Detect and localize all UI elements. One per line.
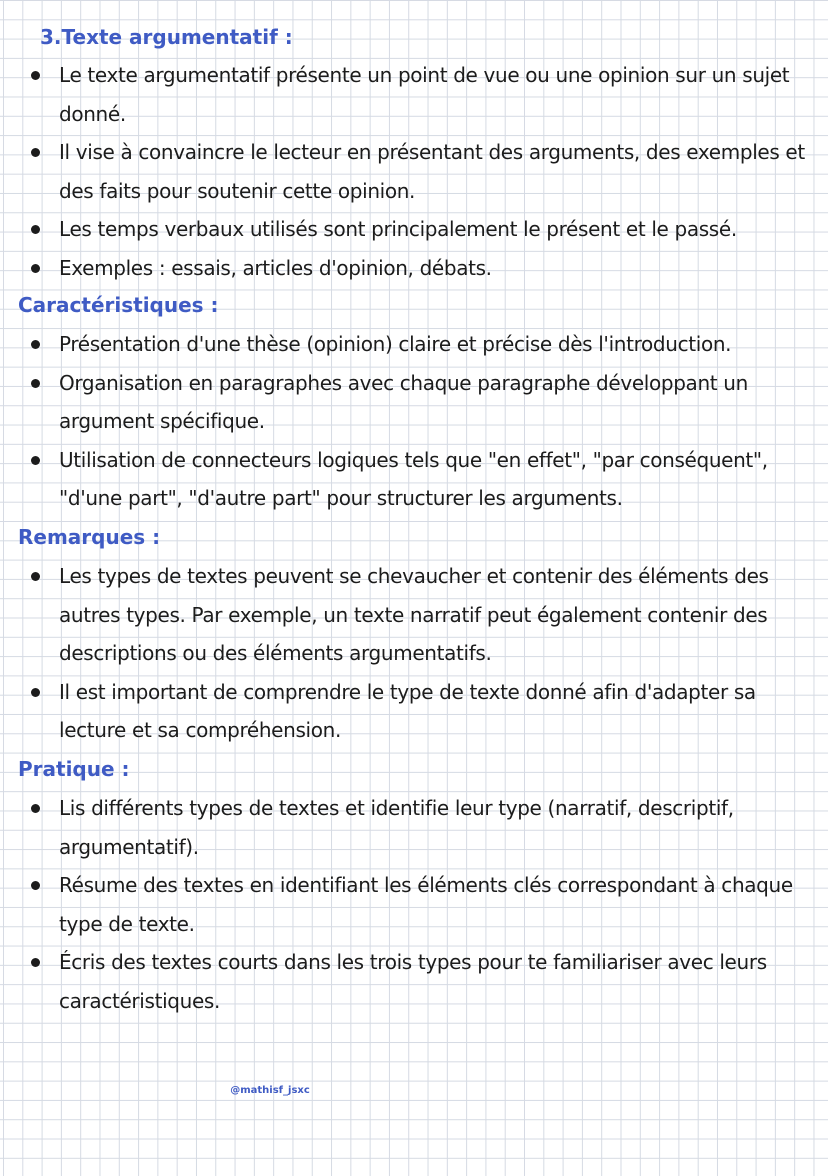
section-title-pratique: Pratique : xyxy=(18,757,130,781)
bullet-icon xyxy=(31,264,40,273)
bullet-icon xyxy=(31,379,40,388)
list-item xyxy=(0,943,828,1020)
list-item xyxy=(0,673,828,750)
list-item-text: Lis différents types de textes et identifie leur type (narratif, descriptif, argumentatif). xyxy=(59,796,734,859)
bullet-icon xyxy=(31,225,40,234)
list-item-text: Exemples : essais, articles d'opinion, débats. xyxy=(59,255,492,280)
list-item xyxy=(0,249,828,288)
list-item xyxy=(0,56,828,133)
list-item xyxy=(0,866,828,943)
bullet-icon xyxy=(31,804,40,813)
list-item xyxy=(0,364,828,441)
list-item-text: Écris des textes courts dans les trois types pour te familiariser avec leurs caractéristiques. xyxy=(59,950,767,1013)
list-item-text: Résume des textes en identifiant les éléments clés correspondant à chaque type de texte. xyxy=(59,873,793,936)
bullet-icon xyxy=(31,881,40,890)
texte-argumentatif-list xyxy=(0,56,828,288)
remarques-list xyxy=(0,557,828,750)
list-item xyxy=(0,133,828,210)
list-item xyxy=(0,210,828,249)
list-item-text: Utilisation de connecteurs logiques tels que "en effet", "par conséquent", "d'une part", "d'autre part" pour structurer les arguments. xyxy=(59,447,768,511)
list-item-text: Il vise à convaincre le lecteur en présentant des arguments, des exemples et des faits pour soutenir cette opinion. xyxy=(59,140,805,203)
bullet-icon xyxy=(31,71,40,80)
list-item xyxy=(0,557,828,673)
list-item-text: Les types de textes peuvent se chevaucher et contenir des éléments des autres types. Par exemple, un texte narratif peut également contenir des descriptions ou des éléments argumentatifs. xyxy=(59,564,769,666)
bullet-icon xyxy=(31,572,40,581)
bullet-icon xyxy=(31,456,40,465)
author-watermark: @mathisf_jsxc xyxy=(230,1085,310,1096)
list-item xyxy=(0,441,828,518)
list-item-text: Il est important de comprendre le type de texte donné afin d'adapter sa lecture et sa compréhension. xyxy=(59,679,756,743)
bullet-icon xyxy=(31,340,40,349)
bullet-icon xyxy=(31,148,40,157)
list-item xyxy=(0,325,828,364)
bullet-icon xyxy=(31,688,40,697)
list-item-text: Organisation en paragraphes avec chaque paragraphe développant un argument spécifique. xyxy=(59,370,748,434)
bullet-icon xyxy=(31,958,40,967)
pratique-list xyxy=(0,789,828,1021)
section-title-remarques: Remarques : xyxy=(18,525,161,549)
list-item-text: Le texte argumentatif présente un point de vue ou une opinion sur un sujet donné. xyxy=(59,63,790,126)
list-item-text: Les temps verbaux utilisés sont principalement le présent et le passé. xyxy=(59,217,737,242)
list-item-text: Présentation d'une thèse (opinion) claire et précise dès l'introduction. xyxy=(59,332,732,356)
caracteristiques-list xyxy=(0,325,828,518)
section-title-texte-argumentatif: 3.Texte argumentatif : xyxy=(40,25,293,49)
section-title-caracteristiques: Caractéristiques : xyxy=(18,293,219,317)
list-item xyxy=(0,789,828,866)
